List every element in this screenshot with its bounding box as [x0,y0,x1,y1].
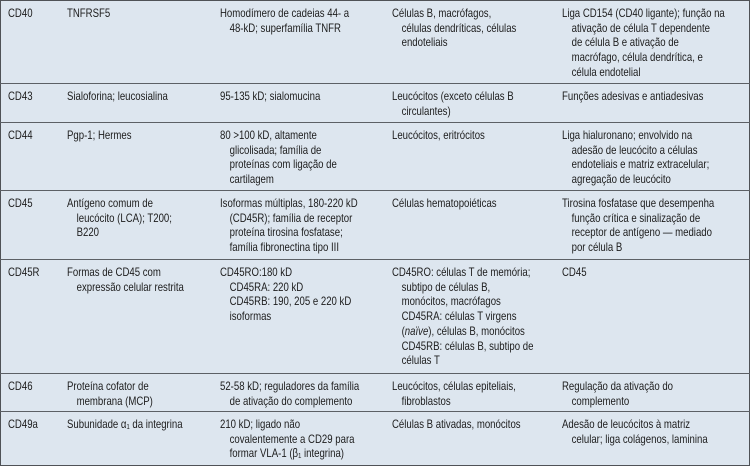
other-names: Pgp-1; Hermes [67,128,132,142]
table-row [0,411,750,466]
table-row [0,373,750,411]
cellular-expression [392,265,533,368]
cd-designation: CD49a [8,417,38,431]
known-functions: Liga hialuronano; envolvido na adesão de leucócito a células endoteliais e matriz extracelular; agregação de leucócito [562,128,710,187]
cellular-expression: Leucócitos, células epiteliais, fibroblastos [392,379,516,408]
cellular-expression: Células B, macrófagos, células dendríticas, células endoteliais [392,6,517,50]
molecular-structure: CD45RO:180 kD CD45RA: 220 kD CD45RB: 190, 205 e 220 kD isoformas [220,265,352,324]
expression-text-part: ), células B, monócitos CD45RB: células B, subtipo de células T [401,323,534,368]
molecular-structure: 95-135 kD; sialomucina [220,89,321,103]
cellular-expression: Leucócitos, eritrócitos [392,128,485,142]
other-names: TNFRSF5 [67,6,111,20]
molecular-structure: 52-58 kD; reguladores da família de ativação do complemento [220,379,360,408]
molecular-structure: 210 kD; ligado não covalentemente a CD29 para formar VLA-1 (β₁ integrina) [220,417,355,461]
cellular-expression: Leucócitos (exceto células B circulantes) [392,89,514,118]
cd-designation: CD46 [8,379,33,393]
other-names: Sialoforina; leucosialina [67,89,168,103]
known-functions: Funções adesivas e antiadesivas [562,89,704,103]
table-row [0,259,750,373]
known-functions: Adesão de leucócitos à matriz celular; liga colágenos, laminina [562,417,708,446]
other-names: Subunidade α₁ da integrina [67,417,183,431]
table-row [0,0,750,83]
other-names: Formas de CD45 com expressão celular restrita [67,265,184,294]
molecular-structure: 80 >100 kD, altamente glicolisada; família de proteínas com ligação de cartilagem [220,128,337,187]
molecular-structure: Homodímero de cadeias 44- a 48-kD; superfamília TNFR [220,6,350,35]
expression-italic-term: naïve [404,323,429,338]
molecular-structure: Isoformas múltiplas, 180-220 kD (CD45R); família de receptor proteína tirosina fosfatase; família fibronectina tipo III [220,196,358,255]
cd-designation: CD45 [8,196,33,210]
cd-designation: CD43 [8,89,33,103]
table-row [0,83,750,122]
cellular-expression: Células B ativadas, monócitos [392,417,521,431]
cd-designation: CD45R [8,265,40,279]
other-names: Antígeno comum de leucócito (LCA); T200; B220 [67,196,172,240]
cd-designation: CD40 [8,6,33,20]
expression-text-part: CD45RO: células T de memória; subtipo de células B, monócitos, macrófagos CD45RA: células T virgens ( [392,265,531,338]
cellular-expression: Células hematopoiéticas [392,196,497,210]
known-functions: CD45 [562,265,587,279]
known-functions: Liga CD154 (CD40 ligante); função na ativação de célula T dependente de célula B e ativação de macrófago, célula dendrítica, e célula endotelial [562,6,725,79]
other-names: Proteína cofator de membrana (MCP) [67,379,153,408]
table-row [0,122,750,190]
table-row [0,190,750,259]
known-functions: Regulação da ativação do complemento [562,379,674,408]
known-functions: Tirosina fosfatase que desempenha função crítica e sinalização de receptor de antígeno — mediado por célula B [562,196,715,255]
cd-designation: CD44 [8,128,33,142]
